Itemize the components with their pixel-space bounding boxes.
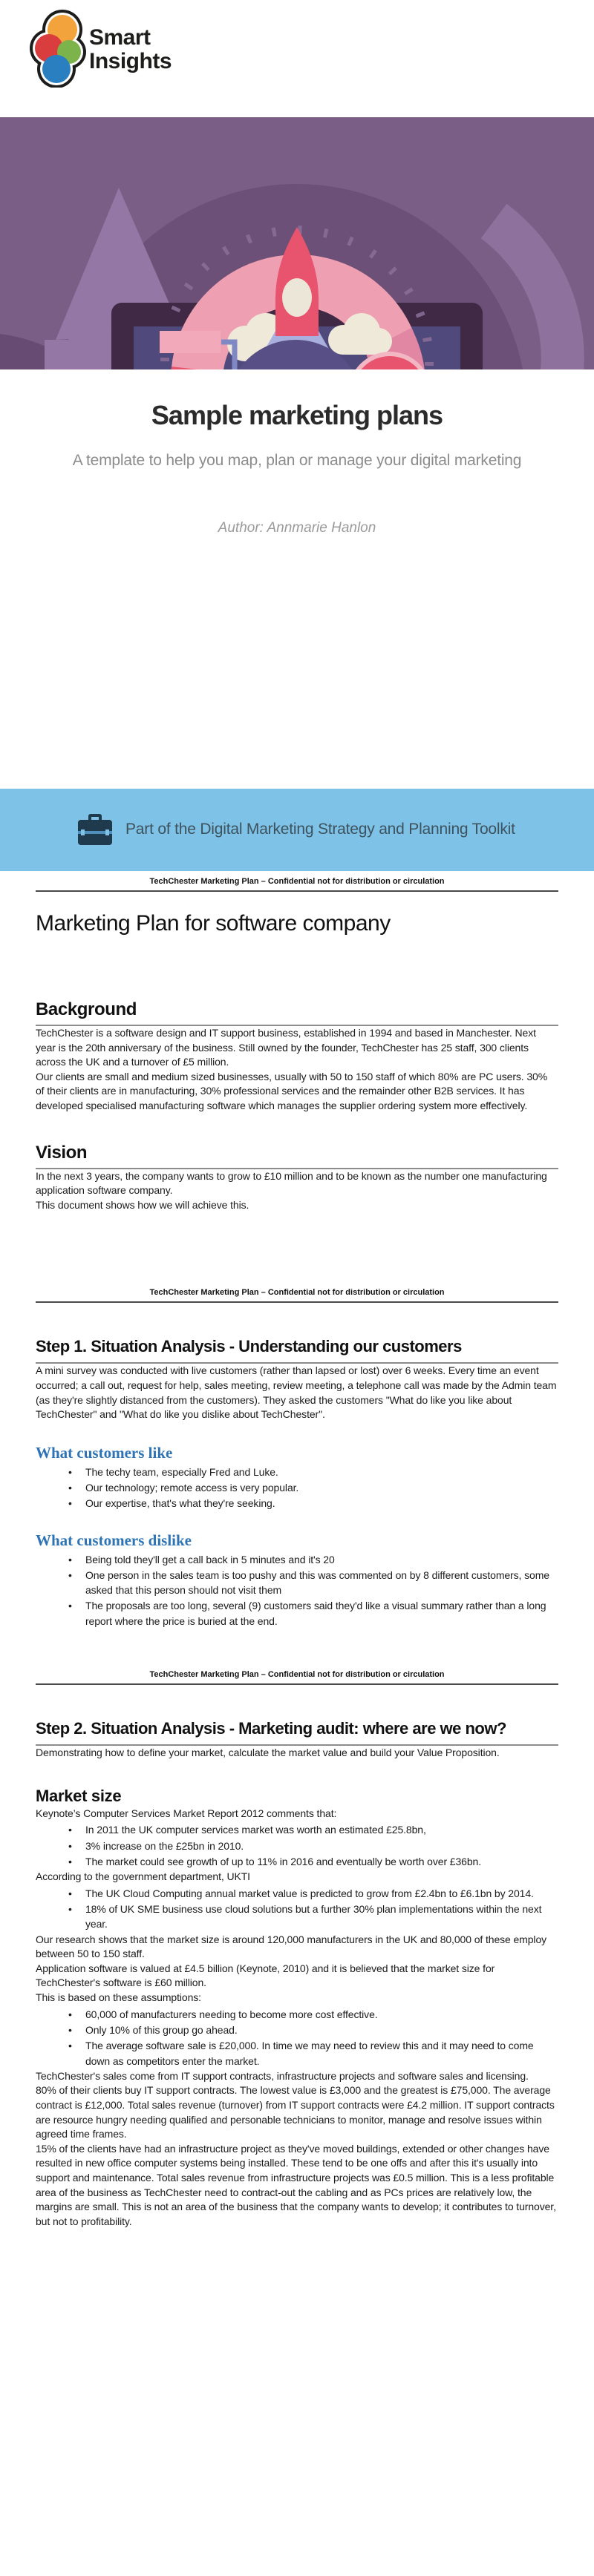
doc-title: Marketing Plan for software company — [36, 910, 391, 936]
hero-illustration — [0, 117, 594, 369]
ukti-list — [36, 1886, 558, 1932]
customers-like-heading: What customers like — [36, 1443, 173, 1462]
step2-heading: Step 2. Situation Analysis - Marketing audit: where are we now? — [36, 1718, 558, 1746]
assumptions-list — [36, 2007, 558, 2069]
list-item: • The techy team, especially Fred and Luke. — [36, 1465, 558, 1479]
list-item: • The average software sale is £20,000. In time we may need to review this and it may need to come down as competitors enter the market. — [36, 2038, 558, 2069]
toolkit-banner-label: Part of the Digital Marketing Strategy and Planning Toolkit — [125, 821, 515, 838]
customers-dislike-list — [36, 1552, 558, 1629]
customers-dislike-heading: What customers dislike — [36, 1531, 192, 1549]
list-item: • Our expertise, that's what they're seeking. — [36, 1496, 558, 1511]
logo-word-1: Smart — [89, 25, 151, 50]
briefcase-icon — [78, 814, 112, 845]
list-item: • 18% of UK SME business use cloud solutions but a further 30% plan implementations within the next year. — [36, 1902, 558, 1932]
report-content — [36, 910, 558, 1212]
research-paragraph: Our research shows that the market size is around 120,000 manufacturers in the UK and 80,000 of these employ between 50 to 150 staff. — [36, 1933, 547, 1960]
smart-insights-logo-icon — [30, 7, 200, 88]
background-heading: Background — [36, 999, 558, 1026]
list-item: • Our technology; remote access is very popular. — [36, 1480, 558, 1495]
background-paragraph-2: Our clients are small and medium sized businesses, usually with 50 to 150 staff of which 80% are PC users. 30% of their clients are in manufacturing, 30% professional services and the remainder other B2B services. It has developed specialised manufacturing software which manages the supplier ordering system more effectively. — [36, 1070, 548, 1111]
customers-like-list — [36, 1465, 558, 1511]
cover-subtitle: A template to help you map, plan or manage your digital marketing — [72, 452, 522, 469]
confidential-header: TechChester Marketing Plan – Confidential not for distribution or circulation — [36, 877, 558, 892]
list-item: • In 2011 the UK computer services market was worth an estimated £25.8bn, — [36, 1822, 558, 1837]
support-paragraph: 80% of their clients buy IT support contracts. The lowest value is £3,000 and the greatest is £75,000. The average contract is £12,000. Total sales revenue (turnover) from IT support contracts were £4.2 million. IT support contracts are resource hungry needing qualified and personable technicians to monitor, manage and resolve issues within agreed time frames. — [36, 2084, 555, 2140]
list-item: • Only 10% of this group go ahead. — [36, 2023, 558, 2037]
smart-insights-logo — [0, 0, 594, 117]
logo-word-2: Insights — [89, 49, 172, 73]
application-paragraph: Application software is valued at £4.5 billion (Keynote, 2010) and it is believed that the market size for TechChester's software is £60 million. — [36, 1962, 495, 1989]
list-item: • 3% increase on the £25bn in 2010. — [36, 1839, 558, 1853]
cover-title: Sample marketing plans — [151, 400, 443, 430]
list-item: • The proposals are too long, several (9) customers said they'd like a visual summary rather than a long report where the price is buried at the end. — [36, 1598, 558, 1629]
cover-author: Author: Annmarie Hanlon — [218, 520, 376, 536]
step2-intro: Demonstrating how to define your market, calculate the market value and build your Value Proposition. — [36, 1747, 500, 1759]
list-item: • The market could see growth of up to 11% in 2016 and eventually be worth over £36bn. — [36, 1854, 558, 1869]
toolkit-banner — [0, 789, 594, 871]
confidential-header: TechChester Marketing Plan – Confidential not for distribution or circulation — [36, 1288, 558, 1303]
vision-paragraph-2: This document shows how we will achieve this. — [36, 1198, 249, 1211]
step1-heading: Step 1. Situation Analysis - Understanding our customers — [36, 1335, 558, 1364]
report-content-step1 — [36, 1335, 558, 1629]
vision-paragraph-1: In the next 3 years, the company wants to grow to £10 million and to be known as the number one manufacturing application software company. — [36, 1169, 547, 1197]
background-paragraph-1: TechChester is a software design and IT support business, established in 1994 and based in Manchester. Next year is the 20th anniversary of the business. Still owned by the founder, TechChester has 25 staff, 300 clients across the UK and a turnover of £5 million. — [36, 1026, 536, 1068]
logo-blue-circle — [42, 55, 71, 83]
ukti-lead: According to the government department, UKTI — [36, 1870, 250, 1883]
list-item: • The UK Cloud Computing annual market value is predicted to grow from £2.4bn to £6.1bn by 2014. — [36, 1886, 558, 1901]
step1-intro: A mini survey was conducted with live customers (rather than lapsed or lost) over 6 weeks. Every time an event occurred; a call out, request for help, sales meeting, review meeting, a telephone call was made by the Admin team (as they're slightly distanced from the customers). They asked the customers "What do like you like about TechChester" and "What do like you dislike about TechChester". — [36, 1364, 557, 1421]
list-item: • 60,000 of manufacturers needing to become more cost effective. — [36, 2007, 558, 2022]
assumptions-lead: This is based on these assumptions: — [36, 1991, 201, 2004]
list-item: • Being told they'll get a call back in 5 minutes and it's 20 — [36, 1552, 558, 1567]
vision-heading: Vision — [36, 1142, 558, 1169]
sales-paragraph: TechChester's sales come from IT support contracts, infrastructure projects and software sales and licensing. — [36, 2069, 529, 2082]
infrastructure-paragraph: 15% of the clients have had an infrastructure project as they've moved buildings, extended or other changes have resulted in new office computer systems being installed. These tend to be one offs and after this it's usually into support and maintenance. Total sales revenue from infrastructure projects was £0.5 million. This is a less profitable area of the business as TechChester need to contract-out the cabling and as PCs prices are relatively low, the margins are small. This is not an area of the business that the company wants to develop; it contributes to turnover, but not to profitability. — [36, 2142, 556, 2227]
confidential-header: TechChester Marketing Plan – Confidential not for distribution or circulation — [36, 1670, 558, 1685]
keynote-list — [36, 1822, 558, 1869]
list-item: • One person in the sales team is too pushy and this was commented on by 8 different customers, some asked that this person should not visit them — [36, 1568, 558, 1598]
report-content-step2 — [36, 1718, 558, 2229]
keynote-lead: Keynote’s Computer Services Market Report 2012 comments that: — [36, 1807, 337, 1819]
market-size-heading: Market size — [36, 1786, 122, 1805]
